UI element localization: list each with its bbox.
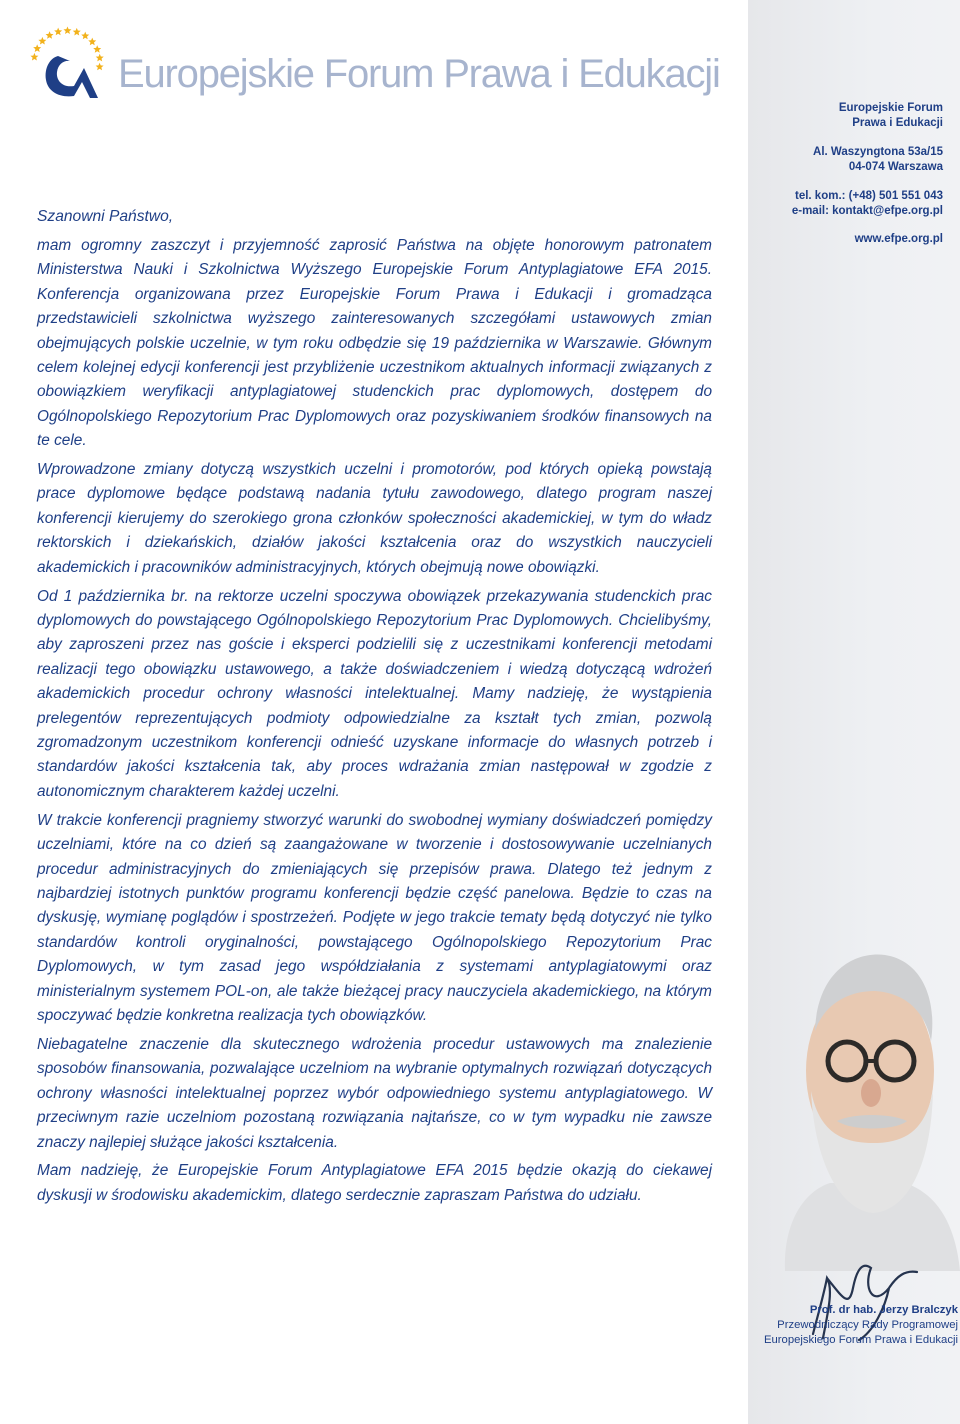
org-name-line1: Europejskie Forum	[838, 102, 943, 114]
org-title: Europejskie Forum Prawa i Edukacji	[118, 52, 720, 96]
star-icon	[30, 53, 38, 61]
signatory-role: Przewodniczący Rady Programowej	[777, 1319, 958, 1331]
star-icon	[46, 31, 54, 39]
letter-paragraph: mam ogromny zaszczyt i przyjemność zaprosić Państwa na objęte honorowym patronatem Ministerstwa Nauki i Szkolnictwa Wyższego Europejskie Forum Antyplagiatowe EFA 2015. Konferencja organizowana przez Europejskie Forum Prawa i Edukacji i gromadząca przedstawicieli szkolnictwa wyższego zainteresowanych szczegółami ustawowych zmian obejmujących polskie uczelnie, w tym roku odbędzie się 19 października w Warszawie. Głównym celem kolejnej edycji konferencji jest przybliżenie uczestnikom aktualnych informacji związanych z obowiązkiem weryfikacji antyplagiatowej studenckich prac dyplomowych, dostępem do Ogólnopolskiego Repozytorium Prac Dyplomowych oraz pozyskiwaniem środków finansowych na te cele.	[37, 236, 712, 450]
star-icon	[38, 37, 46, 45]
star-icon	[33, 44, 41, 52]
star-ring-icon	[30, 26, 103, 70]
letter-paragraph: Wprowadzone zmiany dotyczą wszystkich uczelni i promotorów, pod których opieką powstają prace dyplomowe będące podstawą nadania tytułu zawodowego, dlatego program naszej konferencji kierujemy do szerokiego grona członków społeczności akademickiej, w tym do władz rektorskich i dziekańskich, działów jakości kształcenia oraz do wszystkich nauczycieli akademickich i pracowników administracyjnych, których obejmują nowe obowiązki.	[37, 461, 712, 576]
email-address[interactable]: e-mail: kontakt@efpe.org.pl	[791, 205, 943, 217]
letter-paragraph: Mam nadzieję, że Europejskie Forum Antyplagiatowe EFA 2015 będzie okazją do ciekawej dyskusji w środowisku akademickim, dlatego serdecznie zapraszam Państwa do udziału.	[37, 1162, 712, 1204]
signature-block	[752, 1303, 958, 1348]
contact-web	[855, 232, 943, 247]
star-icon	[96, 54, 104, 62]
star-icon	[54, 28, 62, 36]
website-link[interactable]: www.efpe.org.pl	[854, 233, 943, 245]
signatory-name: Prof. dr hab. Jerzy Bralczyk	[809, 1304, 958, 1316]
contact-details	[792, 189, 943, 219]
address-line2: 04-074 Warszawa	[848, 161, 943, 173]
org-name-line2: Prawa i Edukacji	[852, 117, 943, 129]
star-icon	[73, 28, 81, 36]
phone-number: tel. kom.: (+48) 501 551 043	[795, 190, 943, 202]
signatory-organization: Europejskiego Forum Prawa i Edukacji	[763, 1334, 958, 1346]
letter-paragraph: Niebagatelne znaczenie dla skutecznego wdrożenia procedur ustawowych ma znalezienie sposobów finansowania, pozwalające uczelniom na wybranie optymalnych rozwiązań dotyczących ochrony własności intelektualnej poprzez wybór odpowiedniego systemu antyplagiatowego. W przeciwnym razie uczelniom pozostaną rozwiązania najtańsze, co w tym wypadku nie zawsze znaczy najlepiej służące jakości kształcenia.	[37, 1035, 712, 1151]
signatory-portrait	[775, 921, 960, 1271]
logo-mark-icon	[46, 56, 98, 98]
address-line1: Al. Waszyngtona 53a/15	[813, 146, 943, 158]
contact-address	[813, 145, 943, 175]
star-icon	[81, 32, 89, 40]
efpe-logo-icon	[22, 22, 112, 108]
letter-paragraph: Od 1 października br. na rektorze uczelni spoczywa obowiązek przekazywania studenckich prac dyplomowych do powstającego Ogólnopolskiego Repozytorium Prac Dyplomowych. Chcielibyśmy, aby zaproszeni przez nas goście i eksperci podzielili się z uczestnikami konferencji metodami realizacji tego obowiązku ustawowego, a także doświadczeniem i wiedzą dotyczącą wdrożeń akademickich procedur ochrony własności intelektualnej. Mamy nadzieję, że wystąpienia prelegentów reprezentujących podmioty odpowiedzialne za kształt tych zmian, pozwolą zgromadzonym uczestnikom konferencji odnieść uzyskane informacje do własnych potrzeb i standardów jakości kształcenia tak, aby proces wdrażania zmian następował w zgodzie z autonomicznym charakterem każdej uczelni.	[37, 587, 712, 800]
salutation: Szanowni Państwo,	[37, 208, 174, 225]
star-icon	[93, 45, 101, 53]
star-icon	[88, 38, 96, 46]
contact-org-name	[839, 101, 943, 131]
letter-paragraph: W trakcie konferencji pragniemy stworzyć warunki do swobodnej wymiany doświadczeń pomiędzy uczelniami, które na co dzień są zaangażowane w tworzenie i dostosowywanie uczelnianych procedur administracyjnych do zmieniających się przepisów prawa. Dlatego też jednym z najbardziej istotnych punktów programu konferencji będzie część panelowa. Będzie to czas na dyskusję, wymianę poglądów i spostrzeżeń. Podjęte w jego trakcie tematy będą dotyczyć nie tylko standardów kontroli oryginalności, powstającego Ogólnopolskiego Repozytorium Prac Dyplomowych, w tym zasad jego współdziałania z systemami antyplagiatowymi oraz ministerialnym systemem POL-on, ale także bieżącej pracy nauczyciela akademickiego, na którym spoczywać będzie konkretna realizacja tych obowiązków.	[37, 811, 712, 1024]
star-icon	[96, 63, 104, 71]
star-icon	[63, 26, 71, 34]
letter-body	[37, 205, 712, 1213]
